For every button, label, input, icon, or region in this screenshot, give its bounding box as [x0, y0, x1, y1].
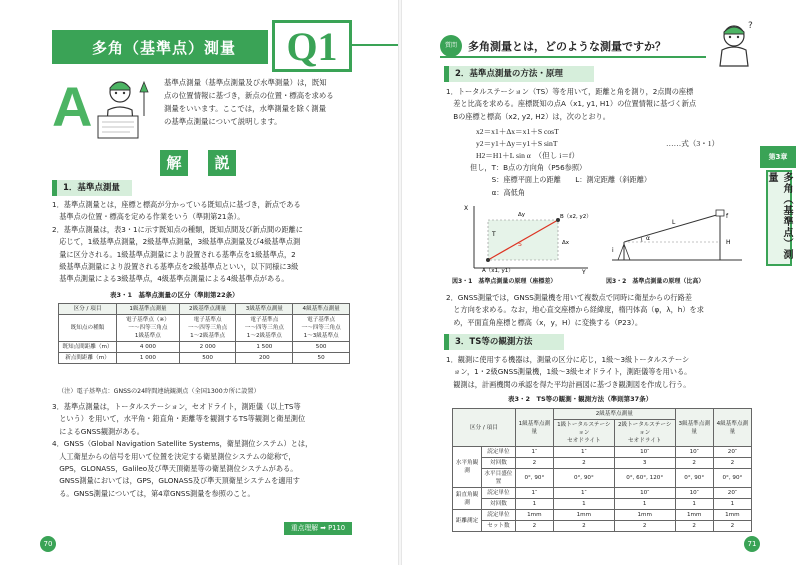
table-cell: 2 [675, 458, 713, 469]
table-cell: 20″ [713, 488, 751, 499]
answer-line: 点の位置情報に基づき，新点の位置・標高を求める [164, 91, 334, 100]
text-line: 4．GNSS（Global Navigation Satellite Systems，衛星測位システム）とは， [52, 439, 313, 449]
table-cell: 2 [713, 458, 751, 469]
table-row [453, 510, 752, 521]
figure-caption: 図3・1 基準点測量の原理（座標差） [452, 278, 557, 285]
table-cell: 1 [614, 499, 675, 510]
table-cell: 2 [675, 521, 713, 532]
delta-x-label: Δx [562, 240, 570, 246]
y-axis-label: X [464, 205, 469, 212]
formula-tag: ……式（3・1） [666, 139, 720, 148]
text-line: る。GNSS測量については，第4章GNSS測量を参照のこと。 [52, 488, 255, 498]
text-line: 級基準点測量により設置される基準点を2級基準点といい，以下同様に3級 [52, 262, 299, 272]
table-cell: 1mm [553, 510, 614, 521]
table-row [59, 315, 350, 342]
table-cell: 電子基準点（※） 一～四等三角点 1級基準点 [117, 315, 180, 342]
body-paragraph [446, 354, 752, 391]
corner-label: 区分 [469, 424, 482, 431]
table-cell: 1 [713, 499, 751, 510]
table-cell: 2 [553, 521, 614, 532]
table-cell: 1 000 [117, 353, 180, 364]
angle-label: T [492, 231, 496, 238]
row-label: 既知点の種類 [59, 315, 117, 342]
table-cell: 1″ [553, 488, 614, 499]
table-row [59, 353, 350, 364]
row-label: 既知点間距離（m） [59, 342, 117, 353]
table-cell: 500 [293, 342, 350, 353]
column-header: 3級基準点測量 [675, 409, 713, 447]
table-cell: 電子基準点 一～四等三角点 1～2級基準点 [236, 315, 293, 342]
table-cell: 1 [515, 499, 553, 510]
text-line: 人工衛星からの信号を用いて位置を決定する衛星測位システムの総称で， [52, 451, 296, 461]
instrument-height-label: i [612, 247, 614, 254]
explanation-char: 説 [208, 150, 236, 176]
table-corner: 区分 / 項目 [59, 304, 117, 315]
text-line: 但し，T：B点の方向角（P56参照） [470, 163, 587, 172]
table-header-row [453, 409, 752, 420]
text-line: と方向を求める。なお，地心直交座標から経緯度，楕円体高（φ，λ，h）を求 [446, 305, 704, 315]
text-line: によるGNSS観測がある。 [52, 426, 144, 436]
row-label: 対回数 [482, 499, 516, 510]
section-heading: 2．基準点測量の方法・原理 [444, 66, 594, 82]
table-cell: 1″ [515, 447, 553, 458]
column-header: 1級トータルステーション セオドライト [553, 420, 614, 447]
observation-table [452, 408, 752, 532]
row-label: セット数 [482, 521, 516, 532]
table-cell: 2 [614, 521, 675, 532]
column-header: 2級基準点測量 [179, 304, 236, 315]
text-line: 観測は，計画機関の承認を得た平均計画図に基づき観測図を作成し行う。 [446, 379, 691, 389]
formula-line: x2＝x1＋Δx＝x1＋S cosT [476, 127, 559, 136]
table-cell: 1 500 [236, 342, 293, 353]
figure-caption: 図3・2 基準点測量の原理（比高） [606, 278, 705, 285]
page-number: 70 [40, 536, 56, 552]
point-a-label: A（x1, y1） [482, 268, 514, 274]
point-b-label: B（x2, y2） [560, 214, 592, 220]
survey-class-table [58, 303, 350, 364]
table-caption: 表3・1 基準点測量の区分（準則第22条） [110, 291, 239, 299]
row-group: 鉛直角観測 [453, 488, 482, 510]
table-cell: 1mm [515, 510, 553, 521]
text-line: 2．GNSS測量では，GNSS測量機を用いて複数点で同時に衛星からの行路差 [446, 293, 692, 302]
table-cell: 0°, 90° [515, 469, 553, 488]
table-cell: 1mm [675, 510, 713, 521]
column-header: 1級基準点測量 [117, 304, 180, 315]
table-row [453, 458, 752, 469]
text-line: GPS，GLONASS，Galileo及び準天頂衛星等の衛星測位システムがある。 [52, 464, 298, 474]
height-diff-label: H [726, 239, 731, 246]
column-header: 4級基準点測量 [713, 409, 751, 447]
chapter-tab[interactable]: 第3章 [760, 146, 796, 168]
table-cell: 電子基準点 一～四等三角点 1～3級基準点 [293, 315, 350, 342]
slope-distance-label: L [672, 219, 676, 226]
row-group: 水平角観測 [453, 447, 482, 488]
body-paragraph [52, 199, 352, 286]
person-thinking-icon [712, 20, 756, 68]
section-heading: 1．基準点測量 [52, 180, 132, 196]
answer-line: 測量をいいます。ここでは，水準測量を除く測量 [164, 104, 327, 113]
text-line: 1．トータルステーション（TS）等を用いて，距離と角を測り，2点間の座標 [446, 87, 694, 96]
header-rule [352, 44, 400, 46]
table-row [453, 499, 752, 510]
text-line: Bの座標と標高（x2, y2, H2）は，次のとおり。 [446, 111, 610, 121]
q-number-box: Q1 [272, 20, 352, 72]
row-group: 距離測定 [453, 510, 482, 532]
table-cell: 0°, 90° [553, 469, 614, 488]
coordinate-diagram [452, 202, 592, 274]
row-label: 読定単位 [482, 488, 516, 499]
row-label: 対回数 [482, 458, 516, 469]
section-heading: 3．TS等の観測方法 [444, 334, 564, 350]
table-cell: 500 [179, 353, 236, 364]
table-corner: 区分 / 項目 [453, 409, 516, 447]
question-text: 多角測量とは，どのような測量ですか？ [468, 40, 666, 53]
text-line: ョン，1・2級GNSS測量機，1級～3級セオドライト，測距儀等を用いる。 [446, 367, 692, 377]
page-title: 多角（基準点）測量 [52, 30, 268, 64]
formula-line: y2＝y1＋Δy＝y1＋S sinT [476, 139, 558, 148]
elevation-angle-label: α [646, 235, 650, 242]
text-line: という）を用いて，水平角・鉛直角・距離等を観測するTS等観測と衛星測位 [52, 414, 306, 424]
corner-label: 項目 [486, 424, 498, 431]
table-cell: 50 [293, 353, 350, 364]
row-label: 水平目盛位置 [482, 469, 516, 488]
answer-text [164, 76, 404, 128]
table-note: （注）電子基準点：GNSSの24時間連続観測点（全国1300カ所に設置） [58, 388, 260, 395]
delta-y-label: Δy [518, 212, 526, 218]
svg-text:?: ? [748, 21, 753, 31]
formula-line: H2＝H1＋L sin α （但し i＝f） [476, 151, 580, 160]
table-caption: 表3・2 TS等の観測・観測方法（準則第37条） [508, 395, 653, 403]
group-header: 2級基準点測量 [553, 409, 675, 420]
reference-link[interactable]: 重点理解 ➡ P110 [284, 522, 352, 535]
text-line: S：座標平面上の距離 L：測定距離（斜距離） [470, 175, 652, 185]
table-cell: 1 [553, 499, 614, 510]
table-cell: 10″ [614, 488, 675, 499]
column-header: 3級基準点測量 [236, 304, 293, 315]
body-paragraph [446, 86, 752, 123]
table-cell: 10″ [675, 447, 713, 458]
formula-block [476, 126, 579, 162]
table-cell: 4 000 [117, 342, 180, 353]
x-axis-label: Y [582, 269, 586, 274]
row-label: 読定単位 [482, 447, 516, 458]
column-header: 1級基準点測量 [515, 409, 553, 447]
answer-line: の基準点測量について説明します。 [164, 117, 282, 126]
question-icon: 質問 [440, 35, 462, 57]
table-cell: 0°, 90° [675, 469, 713, 488]
table-row [453, 469, 752, 488]
distance-label: S [518, 241, 522, 248]
text-line: 1．観測に使用する機器は，測量の区分に応じ，1級～3級トータルステーシ [446, 355, 690, 364]
table-cell: 200 [236, 353, 293, 364]
row-label: 読定単位 [482, 510, 516, 521]
text-line: 2．基準点測量は，表3・1に示す既知点の種類，既知点間及び新点間の距離に [52, 224, 303, 234]
table-cell: 1 [675, 499, 713, 510]
explanation-heading [160, 150, 236, 176]
table-cell: 2 [713, 521, 751, 532]
question-heading [440, 36, 706, 58]
table-cell: 1″ [515, 488, 553, 499]
text-line: め，平面直角座標と標高（x，y，H）に変換する（P23）。 [446, 317, 643, 327]
answer-line: 基準点測量（基準点測量及び水準測量）は，既知 [164, 78, 327, 87]
table-header-row [59, 304, 350, 315]
text-line: α：高低角 [470, 187, 526, 197]
row-label: 新点間距離（m） [59, 353, 117, 364]
text-line: 基準点測量による3級基準点，4級基準点測量による4級基準点がある。 [52, 274, 289, 284]
chapter-title: 多角（基準点）測量 [766, 170, 792, 266]
target-height-label: f [726, 213, 729, 220]
table-cell: 10″ [614, 447, 675, 458]
table-cell: 2 [515, 458, 553, 469]
table-cell: 0°, 90° [713, 469, 751, 488]
page-number: 71 [744, 536, 760, 552]
table-row [453, 488, 752, 499]
height-diagram [602, 204, 752, 274]
text-line: 3．基準点測量は，トータルステーション，セオドライト，測距儀（以上TS等 [52, 402, 301, 411]
table-row [453, 447, 752, 458]
body-paragraph [446, 292, 752, 329]
corner-label: 区分 [73, 306, 85, 312]
table-row [453, 521, 752, 532]
corner-label: 項目 [90, 306, 102, 312]
column-header: 2級トータルステーション セオドライト [614, 420, 675, 447]
text-line: 量に区分される。1級基準点測量により設置される基準点を1級基準点，2 [52, 249, 296, 259]
text-line: 差と比高を求める。座標既知の点A（x1, y1, H1）の位置情報に基づく新点 [446, 99, 697, 109]
table-cell: 20″ [713, 447, 751, 458]
text-line: 応じて，1級基準点測量，2級基準点測量，3級基準点測量及び4級基準点測 [52, 237, 301, 247]
text-line: 基準点の位置・標高を定める作業をいう（準則第21条）。 [52, 212, 245, 222]
answer-letter: A [52, 75, 93, 138]
table-cell: 3 [614, 458, 675, 469]
table-row [59, 342, 350, 353]
table-cell: 0°, 60°, 120° [614, 469, 675, 488]
text-line: 1．基準点測量とは，座標と標高が分かっている既知点に基づき，新点である [52, 200, 301, 209]
surveyor-illustration-icon [90, 76, 154, 144]
table-cell: 2 [553, 458, 614, 469]
table-cell: 2 [515, 521, 553, 532]
table-cell: 1″ [553, 447, 614, 458]
text-line: GNSS測量においては，GPS，GLONASS及び準天頂衛星システムを適用す [52, 476, 300, 486]
table-cell: 1mm [614, 510, 675, 521]
table-cell: 1mm [713, 510, 751, 521]
body-paragraph [52, 401, 352, 500]
explanation-char: 解 [160, 150, 188, 176]
table-cell: 10″ [675, 488, 713, 499]
column-header: 4級基準点測量 [293, 304, 350, 315]
book-spine [398, 0, 402, 565]
where-block [470, 162, 750, 199]
table-cell: 電子基準点 一～四等三角点 1～2級基準点 [179, 315, 236, 342]
table-cell: 2 000 [179, 342, 236, 353]
